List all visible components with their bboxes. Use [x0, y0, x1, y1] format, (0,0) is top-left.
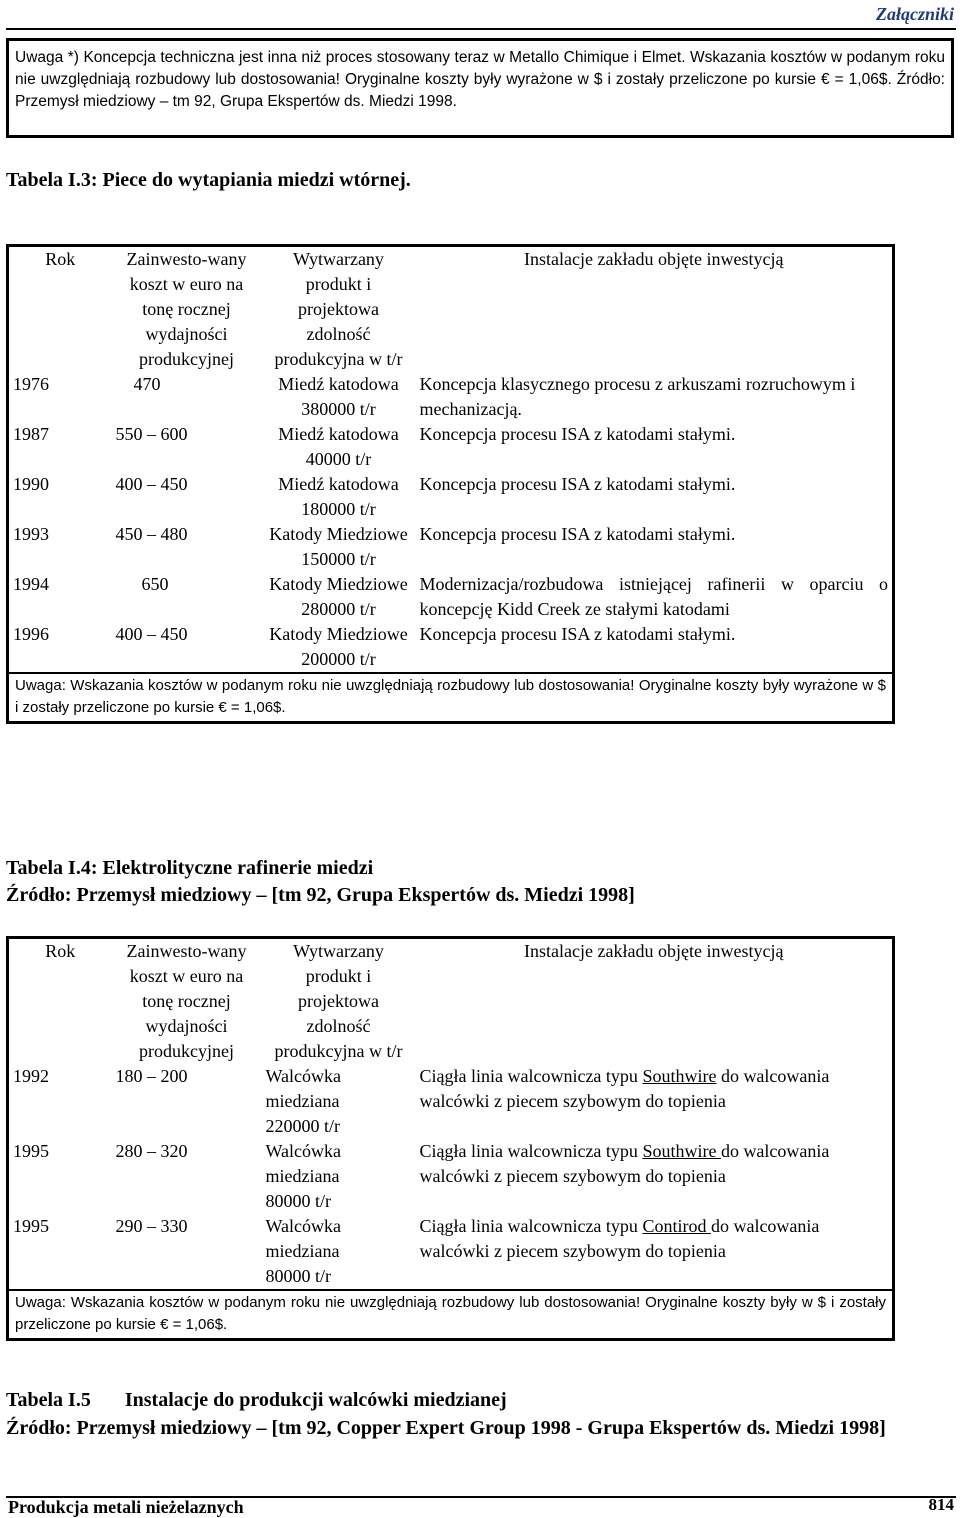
- table-row: [8, 1139, 894, 1214]
- table4-desc: [416, 1064, 894, 1139]
- table4-desc-post: do walcowania walcówki z piecem szybowym do topienia: [419, 1216, 820, 1261]
- table4-desc-post: do walcowania walcówki z piecem szybowym do topienia: [419, 1066, 830, 1111]
- table3-header-year: Rok: [45, 249, 76, 269]
- top-note-box: [6, 38, 954, 138]
- header-divider: [6, 28, 956, 30]
- table3-year: 1993: [13, 524, 49, 544]
- table3-note-label: Uwaga:: [15, 677, 66, 694]
- table5-source: Źródło: Przemysł miedziowy – [tm 92, Copper Expert Group 1998 - Grupa Ekspertów ds. Miedzi 1998]: [6, 1417, 886, 1439]
- table3-cost: 550 – 600: [115, 424, 188, 444]
- table5-heading: [6, 1386, 507, 1414]
- top-note-text: Uwaga *) Koncepcja techniczna jest inna niż proces stosowany teraz w Metallo Chimique i Elmet. Wskazania kosztów w podanym roku nie uwzględniają rozbudowy lub dostosowania! Oryginalne koszty były wyrażone w $ i zostały przeliczone po kursie € = 1,06$. Źródło: Przemysł miedziowy – tm 92, Grupa Ekspertów ds. Miedzi 1998.: [15, 49, 945, 110]
- table-row: [8, 1064, 894, 1139]
- page-number: 814: [928, 1495, 954, 1514]
- table3: [6, 244, 895, 724]
- table3-desc: Koncepcja procesu ISA z katodami stałymi.: [419, 474, 736, 494]
- table4-header-cost: Zainwesto-wany koszt w euro na tonę rocznej wydajności produkcyjnej: [126, 941, 247, 1061]
- table4-product: Walcówka miedziana 80000 t/r: [265, 1216, 342, 1286]
- table5-title: Instalacje do produkcji walcówki miedzianej: [124, 1389, 507, 1411]
- table4-note-label: Uwaga:: [15, 1294, 66, 1311]
- table4-product: Walcówka miedziana 80000 t/r: [265, 1141, 342, 1211]
- table3-product: Katody Miedziowe 280000 t/r: [269, 574, 408, 619]
- table4-source: Źródło: Przemysł miedziowy – [tm 92, Grupa Ekspertów ds. Miedzi 1998]: [6, 884, 635, 906]
- table4-year: 1992: [13, 1066, 49, 1086]
- table4-header-product: Wytwarzany produkt i projektowa zdolność produkcyjna w t/r: [274, 941, 403, 1061]
- table4-header-desc: Instalacje zakładu objęte inwestycją: [524, 941, 784, 961]
- table4-desc: [416, 1214, 894, 1290]
- table4-title: Tabela I.4: Elektrolityczne rafinerie miedzi: [6, 857, 374, 879]
- table4-year: 1995: [13, 1141, 49, 1161]
- table4-note-row: [8, 1290, 894, 1340]
- table3-desc: Modernizacja/rozbudowa istniejącej rafinerii w oparciu o koncepcję Kidd Creek ze stałymi katodami: [419, 574, 888, 619]
- table3-product: Miedź katodowa 180000 t/r: [278, 474, 399, 519]
- table4-header-row: [8, 938, 894, 1065]
- table3-product: Miedź katodowa 380000 t/r: [278, 374, 399, 419]
- table4-cost: 290 – 330: [115, 1216, 188, 1236]
- table4-desc-pre: Ciągła linia walcownicza typu: [419, 1066, 643, 1086]
- table3-cost: 470: [133, 374, 161, 394]
- table3-desc: Koncepcja klasycznego procesu z arkuszami rozruchowym i mechanizacją.: [419, 374, 856, 419]
- table3-year: 1987: [13, 424, 49, 444]
- footer-title: Produkcja metali nieżelaznych: [8, 1497, 244, 1517]
- table-row: [8, 472, 894, 522]
- table3-header-row: [8, 246, 894, 373]
- table3-year: 1996: [13, 624, 49, 644]
- table4-year: 1995: [13, 1216, 49, 1236]
- table4-cost: 280 – 320: [115, 1141, 188, 1161]
- table4-cost: 180 – 200: [115, 1066, 188, 1086]
- table3-desc: Koncepcja procesu ISA z katodami stałymi.: [419, 624, 736, 644]
- table3-cost: 400 – 450: [115, 624, 188, 644]
- section-title: Załączniki: [875, 4, 954, 24]
- table3-header-product: Wytwarzany produkt i projektowa zdolność produkcyjna w t/r: [274, 249, 403, 369]
- table4-desc-brand: Southwire: [642, 1141, 721, 1161]
- table4-desc-pre: Ciągła linia walcownicza typu: [419, 1141, 643, 1161]
- table4-product: Walcówka miedziana 220000 t/r: [265, 1066, 342, 1136]
- table3-note: [8, 673, 894, 723]
- table3-title: Tabela I.3: Piece do wytapiania miedzi wtórnej.: [6, 169, 411, 191]
- table-row: [8, 372, 894, 422]
- table3-note-row: [8, 673, 894, 723]
- table3-cost: 450 – 480: [115, 524, 188, 544]
- table3-cost: 650: [141, 574, 169, 594]
- table4-desc-brand: Contirod: [642, 1216, 711, 1236]
- table3-year: 1994: [13, 574, 49, 594]
- table4-desc: [416, 1139, 894, 1214]
- table3-cost: 400 – 450: [115, 474, 188, 494]
- table4-header-year: Rok: [45, 941, 76, 961]
- table-row: [8, 422, 894, 472]
- table3-note-text: Wskazania kosztów w podanym roku nie uwzględniają rozbudowy lub dostosowania! Oryginalne koszty były wyrażone w $ i zostały przeliczone po kursie € = 1,06$.: [15, 677, 886, 716]
- table3-product: Miedź katodowa 40000 t/r: [278, 424, 399, 469]
- table-row: [8, 522, 894, 572]
- table3-desc: Koncepcja procesu ISA z katodami stałymi.: [419, 524, 736, 544]
- table3-header-cost: Zainwesto-wany koszt w euro na tonę rocznej wydajności produkcyjnej: [126, 249, 247, 369]
- table3-product: Katody Miedziowe 150000 t/r: [269, 524, 408, 569]
- table3-desc: Koncepcja procesu ISA z katodami stałymi.: [419, 424, 736, 444]
- table5-label: Tabela I.5: [6, 1389, 91, 1411]
- table3-year: 1976: [13, 374, 49, 394]
- table4: [6, 936, 895, 1341]
- table4-desc-pre: Ciągła linia walcownicza typu: [419, 1216, 643, 1236]
- table-row: [8, 572, 894, 622]
- table3-header-desc: Instalacje zakładu objęte inwestycją: [524, 249, 784, 269]
- table4-desc-brand: Southwire: [642, 1066, 717, 1086]
- table4-note: [8, 1290, 894, 1340]
- table3-product: Katody Miedziowe 200000 t/r: [269, 624, 408, 669]
- table3-year: 1990: [13, 474, 49, 494]
- table4-note-text: Wskazania kosztów w podanym roku nie uwzględniają rozbudowy lub dostosowania! Oryginalne koszty były w $ i zostały przeliczone po kursie € = 1,06$.: [15, 1294, 887, 1333]
- table-row: [8, 1214, 894, 1290]
- table-row: [8, 622, 894, 673]
- table4-desc-post: do walcowania walcówki z piecem szybowym do topienia: [419, 1141, 830, 1186]
